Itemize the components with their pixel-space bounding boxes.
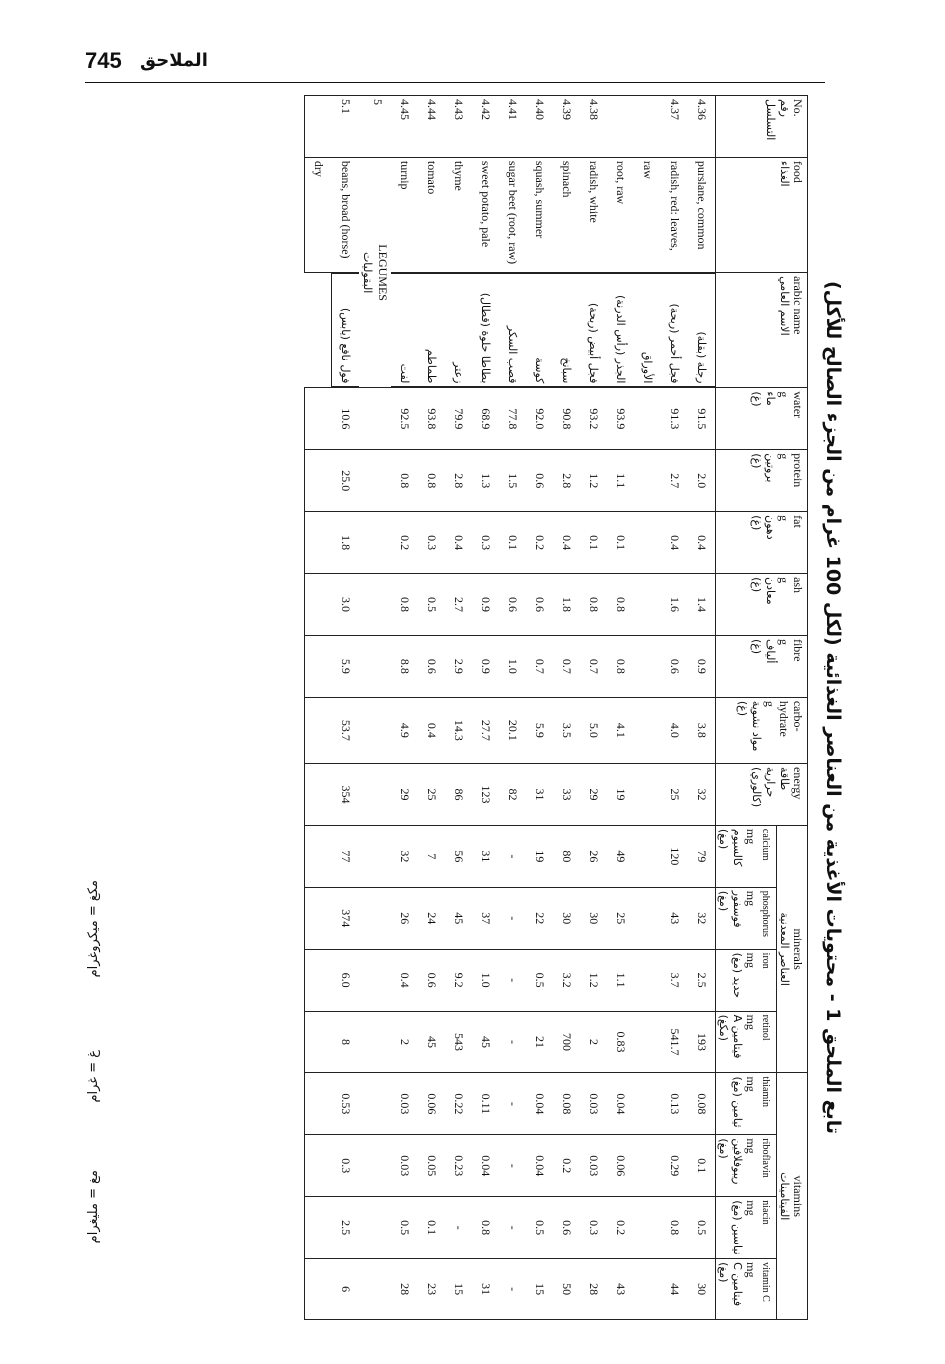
col-riboflavin: riboflavin mg ريبوفلافين (مغ) [716,1135,777,1197]
cell-retinol: 21 [526,1011,553,1073]
col-protein: protein g بروتين (غ) [716,450,808,512]
cell-iron: 1.1 [607,949,634,1011]
cell-niacin: 2.5 [305,1197,360,1259]
cell-water: 93.9 [607,388,634,450]
cell-food: turnip [391,157,418,272]
header-row-group [777,96,808,1320]
cell-water: 10.6 [305,388,360,450]
cell-riboflavin: 0.2 [553,1135,580,1197]
col-food: food الغذاء [716,157,808,272]
cell-fat: 0.4 [445,512,472,574]
cell-phosphorus: 37 [472,887,499,949]
cell-thiamin: 0.03 [580,1073,607,1135]
cell-riboflavin: 0.06 [607,1135,634,1197]
cell-ash: 0.6 [526,574,553,636]
section-empty-cell [359,1135,391,1197]
cell-ar: فول نافع (يابس) [331,273,359,387]
cell-fat: 0.1 [499,512,526,574]
cell-ar: كوسة [526,273,553,387]
cell-carb: 3.8 [688,697,716,763]
cell-fibre: 0.7 [553,635,580,697]
cell-fibre: 2.9 [445,635,472,697]
cell-ash: 0.5 [418,574,445,636]
cell-calcium: 31 [472,825,499,887]
cell-protein: 0.8 [418,450,445,512]
cell-riboflavin: 0.05 [418,1135,445,1197]
cell-food: thyme [445,157,472,272]
rotated-table-block [128,95,844,1320]
cell-carb: 14.3 [445,697,472,763]
cell-fat: 0.4 [553,512,580,574]
cell-energy: 82 [499,764,526,826]
cell-no: 4.37 [634,96,688,158]
cell-ar: بطاطا حلوة (قطال) [472,273,499,387]
col-no: No. رقم التسلسل [716,96,808,158]
cell-iron: 6.0 [305,949,360,1011]
cell-water: 92.0 [526,388,553,450]
cell-food: root, raw [607,157,634,272]
cell-water: 91.3 [634,388,688,450]
running-head: الملاحق [140,50,208,71]
section-empty-cell [359,1073,391,1135]
section-empty-cell [359,764,391,826]
cell-protein: 2.0 [688,450,716,512]
cell-phosphorus: 43 [634,887,688,949]
cell-food: tomato [418,157,445,272]
cell-fibre: 0.7 [526,635,553,697]
cell-ash: 2.7 [445,574,472,636]
cell-iron: 1.0 [472,949,499,1011]
cell-iron: 0.5 [526,949,553,1011]
page-header [85,48,825,84]
cell-ar: قصب السكر [499,273,526,387]
section-empty-cell [359,949,391,1011]
cell-niacin: 0.5 [526,1197,553,1259]
cell-calcium: 120 [634,825,688,887]
col-thiamin: thiamin mg ثيامين (مغ) [716,1073,777,1135]
cell-protein: 1.5 [499,450,526,512]
cell-water: 79.9 [445,388,472,450]
table-row [305,96,360,1320]
cell-phosphorus: 30 [553,887,580,949]
cell-water: 90.8 [553,388,580,450]
cell-fibre: 0.9 [472,635,499,697]
cell-no: 4.41 [499,96,526,158]
cell-energy: 32 [688,764,716,826]
cell-food: sweet potato, pale [472,157,499,272]
col-niacin: niacin mg نياسين (مغ) [716,1197,777,1259]
cell-water: 93.8 [418,388,445,450]
cell-iron: 9.2 [445,949,472,1011]
cell-calcium: 80 [553,825,580,887]
table-body [305,96,716,1320]
cell-calcium: 26 [580,825,607,887]
cell-niacin: 0.8 [634,1197,688,1259]
section-empty-cell [359,512,391,574]
cell-iron: 3.7 [634,949,688,1011]
cell-calcium: 32 [391,825,418,887]
cell-calcium: - [499,825,526,887]
cell-thiamin: 0.03 [391,1073,418,1135]
cell-niacin: - [445,1197,472,1259]
cell-thiamin: - [499,1073,526,1135]
cell-phosphorus: 24 [418,887,445,949]
cell-retinol: 8 [305,1011,360,1073]
table-row [634,96,688,1320]
cell-fat: 1.8 [305,512,360,574]
cell-fat: 0.4 [634,512,688,574]
cell-energy: 29 [580,764,607,826]
table-row [499,96,526,1320]
cell-water: 68.9 [472,388,499,450]
cell-fat: 0.2 [526,512,553,574]
cell-food: spinach [553,157,580,272]
col-fibre: fibre g ألياف (غ) [716,635,808,697]
cell-fat: 0.1 [607,512,634,574]
cell-thiamin: 0.13 [634,1073,688,1135]
cell-ash: 3.0 [305,574,360,636]
cell-vitc: 6 [305,1259,360,1320]
section-empty-cell [359,825,391,887]
cell-vitc: 50 [553,1259,580,1320]
cell-vitc: 28 [391,1259,418,1320]
cell-niacin: 0.5 [688,1197,716,1259]
cell-retinol: 541.7 [634,1011,688,1073]
cell-retinol: 2 [391,1011,418,1073]
table-row [472,96,499,1320]
cell-protein: 1.1 [607,450,634,512]
cell-phosphorus: - [499,887,526,949]
cell-calcium: 77 [305,825,360,887]
cell-phosphorus: 25 [607,887,634,949]
section-label-ar: البقوليات [361,251,374,294]
table-row [580,96,607,1320]
section-label [359,157,391,388]
cell-energy: 86 [445,764,472,826]
cell-energy: 25 [634,764,688,826]
cell-no: 5.1 [305,96,360,158]
cell-ash: 1.6 [634,574,688,636]
cell-protein: 1.3 [472,450,499,512]
cell-food: radish, red: leaves, raw [634,157,688,272]
section-number: 5 [359,96,391,158]
section-empty-cell [359,887,391,949]
cell-retinol: 45 [418,1011,445,1073]
col-ash: ash g معادن (غ) [716,574,808,636]
col-calcium: calcium mg كالسيوم (مغ) [716,825,777,887]
cell-thiamin: 0.22 [445,1073,472,1135]
footnote-mg: مغ = مليغرام [86,1170,101,1244]
cell-phosphorus: 45 [445,887,472,949]
cell-carb: 5.9 [526,697,553,763]
cell-niacin: 0.6 [553,1197,580,1259]
cell-niacin: 0.2 [607,1197,634,1259]
cell-energy: 31 [526,764,553,826]
cell-ar: طماطم [418,273,445,387]
cell-thiamin: 0.08 [688,1073,716,1135]
table-title: تابع الملحق 1 - محتويات الأغذية من العناصر الغذائية (لكل 100 غرام من الجزء الصالح للأكل) [822,280,844,1135]
cell-vitc: - [499,1259,526,1320]
cell-food: sugar beet (root, raw) [499,157,526,272]
cell-ar: سبانخ [553,273,580,387]
cell-fat: 0.3 [472,512,499,574]
col-retinol: retinol mg فيتامين A (مكغ) [716,1011,777,1073]
cell-fibre: 0.6 [634,635,688,697]
cell-protein: 0.6 [526,450,553,512]
cell-no: 4.42 [472,96,499,158]
cell-carb: 4.0 [634,697,688,763]
col-fat: fat g دهون (غ) [716,512,808,574]
cell-fat: 0.3 [418,512,445,574]
cell-carb: 0.4 [418,697,445,763]
cell-vitc: 44 [634,1259,688,1320]
section-empty-cell [359,635,391,697]
cell-carb: 4.1 [607,697,634,763]
cell-retinol: 543 [445,1011,472,1073]
cell-vitc: 28 [580,1259,607,1320]
group-vitamins: vitamins الفيتامينات [777,1073,808,1320]
cell-energy: 33 [553,764,580,826]
footnote-g: غ = غرام [86,1050,101,1103]
section-empty-cell [359,388,391,450]
cell-thiamin: 0.08 [553,1073,580,1135]
cell-fibre: 1.0 [499,635,526,697]
cell-energy: 123 [472,764,499,826]
cell-carb: 4.9 [391,697,418,763]
cell-riboflavin: 0.29 [634,1135,688,1197]
nutrition-table [304,95,808,1320]
cell-water: 92.5 [391,388,418,450]
cell-retinol: 700 [553,1011,580,1073]
cell-energy: 354 [305,764,360,826]
cell-carb: 53.7 [305,697,360,763]
cell-iron: - [499,949,526,1011]
cell-carb: 5.0 [580,697,607,763]
cell-ar: زعتر [445,273,472,387]
cell-phosphorus: 32 [688,887,716,949]
table-row [688,96,716,1320]
cell-food: purslane, common [688,157,716,272]
page-number: 745 [85,48,122,73]
section-empty-cell [359,1259,391,1320]
cell-niacin: 0.3 [580,1197,607,1259]
cell-ash: 1.4 [688,574,716,636]
col-iron: iron mg حديد (مغ) [716,949,777,1011]
section-empty-cell [359,697,391,763]
table-row [445,96,472,1320]
cell-carb: 27.7 [472,697,499,763]
header-rule [85,82,825,83]
group-minerals: minerals العناصر المعدنية [777,825,808,1073]
cell-protein: 25.0 [305,450,360,512]
cell-protein: 2.8 [445,450,472,512]
footnotes [86,880,116,1320]
col-arabic-name: arabic name الاسم العامي [716,273,808,388]
cell-retinol: 0.83 [607,1011,634,1073]
cell-no: 4.36 [688,96,716,158]
cell-niacin: - [499,1197,526,1259]
cell-calcium: 7 [418,825,445,887]
cell-fibre: 5.9 [305,635,360,697]
cell-calcium: 79 [688,825,716,887]
cell-energy: 29 [391,764,418,826]
cell-fat: 0.2 [391,512,418,574]
cell-vitc: 30 [688,1259,716,1320]
cell-riboflavin: 0.04 [472,1135,499,1197]
cell-no: 4.40 [526,96,553,158]
cell-carb: 20.1 [499,697,526,763]
section-empty-cell [359,450,391,512]
cell-calcium: 49 [607,825,634,887]
cell-fibre: 0.6 [418,635,445,697]
cell-phosphorus: 30 [580,887,607,949]
col-phosphorus: phosphorus mg فوسفور (مغ) [716,887,777,949]
cell-protein: 2.8 [553,450,580,512]
table-row [526,96,553,1320]
section-empty-cell [359,574,391,636]
cell-no [607,96,634,158]
cell-iron: 0.6 [418,949,445,1011]
cell-water: 93.2 [580,388,607,450]
cell-ar: الجذر (رأس الدرنة) [607,273,634,387]
cell-niacin: 0.5 [391,1197,418,1259]
cell-thiamin: 0.53 [305,1073,360,1135]
col-vitamin-c: vitamin C mg فيتامين C (مغ) [716,1259,777,1320]
cell-calcium: 19 [526,825,553,887]
section-empty-cell [359,1011,391,1073]
cell-protein: 1.2 [580,450,607,512]
cell-protein: 0.8 [391,450,418,512]
col-energy: energy طاقة حرارية (كالوري) [716,764,808,826]
cell-niacin: 0.1 [418,1197,445,1259]
cell-food: squash, summer [526,157,553,272]
cell-ash: 0.8 [607,574,634,636]
cell-retinol: 45 [472,1011,499,1073]
cell-ar: فجل أحمر (ربحة) الأوراق [634,273,688,387]
cell-niacin: 0.8 [472,1197,499,1259]
cell-ar: فجل أبيض (ربحة) [580,273,607,387]
section-label-en: LEGUMES [376,244,390,301]
cell-iron: 2.5 [688,949,716,1011]
cell-food: radish, white [580,157,607,272]
col-carbohydrate: carbo-hydrate g مواد نشوية (غ) [716,697,808,763]
table-row [607,96,634,1320]
cell-no: 4.44 [418,96,445,158]
cell-vitc: 15 [445,1259,472,1320]
cell-riboflavin: 0.3 [305,1135,360,1197]
cell-thiamin: 0.06 [418,1073,445,1135]
cell-protein: 2.7 [634,450,688,512]
cell-ash: 0.8 [391,574,418,636]
cell-vitc: 31 [472,1259,499,1320]
cell-water: 91.5 [688,388,716,450]
cell-thiamin: 0.04 [607,1073,634,1135]
cell-no: 4.39 [553,96,580,158]
section-row-legumes [359,96,391,1320]
cell-riboflavin: - [499,1135,526,1197]
cell-vitc: 15 [526,1259,553,1320]
cell-energy: 19 [607,764,634,826]
cell-retinol: 2 [580,1011,607,1073]
col-water: water g ماء (غ) [716,388,808,450]
cell-energy: 25 [418,764,445,826]
cell-thiamin: 0.11 [472,1073,499,1135]
cell-ash: 1.8 [553,574,580,636]
cell-phosphorus: 26 [391,887,418,949]
cell-ash: 0.6 [499,574,526,636]
cell-iron: 0.4 [391,949,418,1011]
cell-vitc: 23 [418,1259,445,1320]
cell-fat: 0.1 [580,512,607,574]
cell-retinol: 193 [688,1011,716,1073]
cell-thiamin: 0.04 [526,1073,553,1135]
cell-ar: لفت [391,273,418,387]
cell-food: beans, broad (horse) dry [305,157,360,272]
table-row [553,96,580,1320]
table-row [391,96,418,1320]
cell-water: 77.8 [499,388,526,450]
cell-calcium: 56 [445,825,472,887]
cell-riboflavin: 0.23 [445,1135,472,1197]
cell-riboflavin: 0.03 [391,1135,418,1197]
section-empty-cell [359,1197,391,1259]
cell-fibre: 0.9 [688,635,716,697]
cell-riboflavin: 0.04 [526,1135,553,1197]
cell-phosphorus: 374 [305,887,360,949]
cell-iron: 1.2 [580,949,607,1011]
cell-ash: 0.9 [472,574,499,636]
cell-fibre: 0.7 [580,635,607,697]
cell-retinol: - [499,1011,526,1073]
cell-fibre: 0.8 [607,635,634,697]
footnote-mcg: مكغ = ميكروغرام [86,880,101,978]
cell-phosphorus: 22 [526,887,553,949]
cell-fibre: 8.8 [391,635,418,697]
table-row [418,96,445,1320]
cell-riboflavin: 0.1 [688,1135,716,1197]
cell-no: 4.43 [445,96,472,158]
cell-ar: رجلة (بقلة) [688,273,715,387]
cell-no: 4.38 [580,96,607,158]
cell-iron: 3.2 [553,949,580,1011]
cell-ash: 0.8 [580,574,607,636]
cell-no: 4.45 [391,96,418,158]
cell-carb: 3.5 [553,697,580,763]
cell-fat: 0.4 [688,512,716,574]
cell-riboflavin: 0.03 [580,1135,607,1197]
cell-vitc: 43 [607,1259,634,1320]
